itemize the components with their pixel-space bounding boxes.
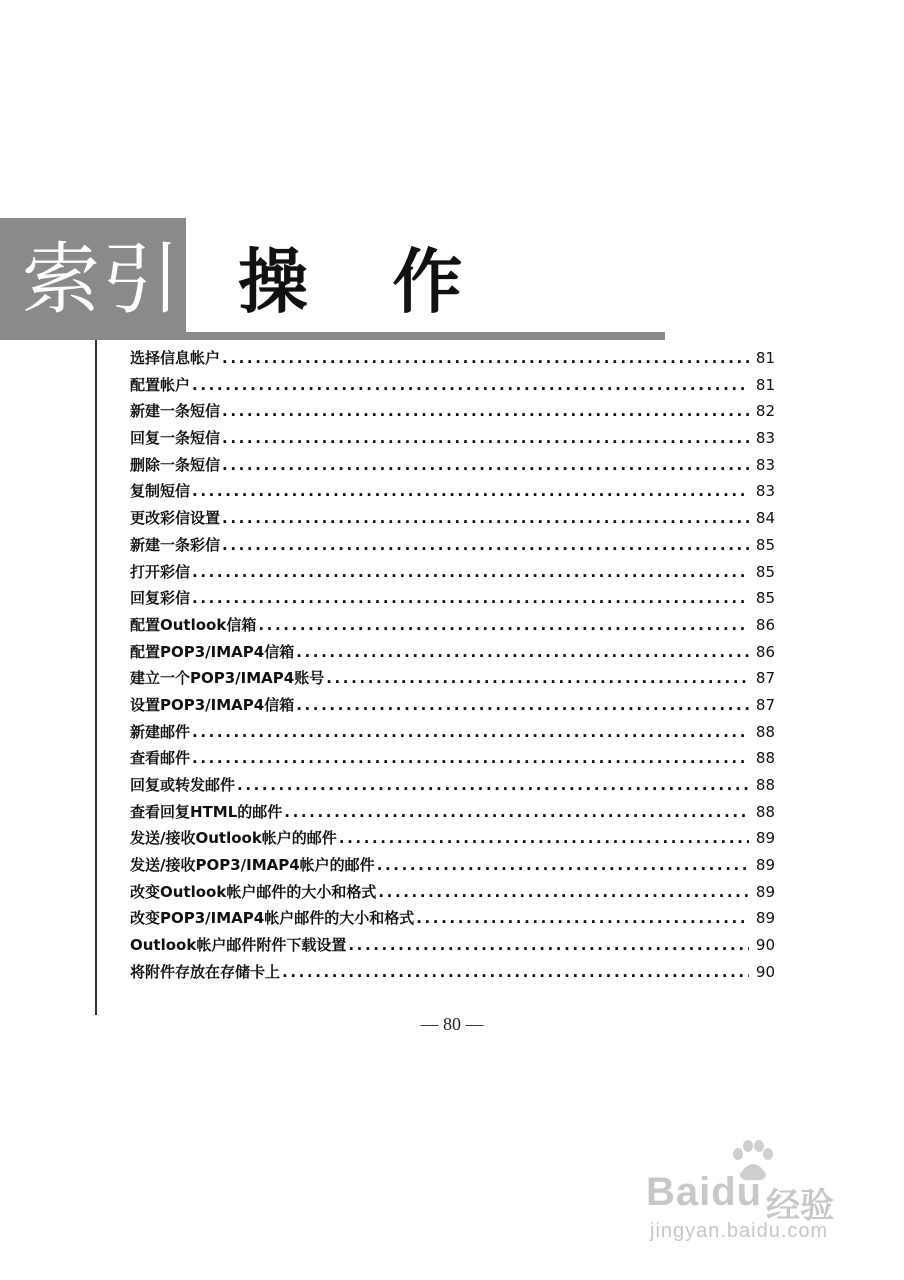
toc-entry-page: 83: [755, 429, 775, 448]
toc-entry-page: 88: [755, 749, 775, 768]
toc-entry: [130, 934, 775, 961]
toc-entry: [130, 480, 775, 507]
index-list: [130, 347, 775, 988]
left-margin-rule: [95, 340, 97, 1015]
watermark-brand-cn: 经验: [766, 1186, 834, 1226]
toc-leader-dots: [222, 536, 749, 554]
toc-leader-dots: [378, 883, 749, 901]
toc-entry: [130, 400, 775, 427]
toc-entry-page: 85: [755, 589, 775, 608]
toc-leader-dots: [237, 776, 749, 794]
toc-leader-dots: [296, 696, 749, 714]
toc-leader-dots: [192, 482, 749, 500]
toc-leader-dots: [222, 349, 749, 367]
toc-entry-label: 配置Outlook信箱: [130, 615, 257, 634]
toc-entry: [130, 561, 775, 588]
page-number: — 80 —: [420, 1014, 484, 1034]
toc-entry-label: 设置POP3/IMAP4信箱: [130, 695, 295, 714]
toc-entry-page: 84: [755, 509, 775, 528]
toc-entry-page: 89: [755, 856, 775, 875]
toc-entry-page: 89: [755, 882, 775, 901]
toc-entry-label: 改变Outlook帐户邮件的大小和格式: [130, 882, 377, 901]
toc-entry-page: 88: [755, 776, 775, 794]
toc-entry: [130, 961, 775, 988]
toc-entry: [130, 374, 775, 401]
toc-entry: [130, 721, 775, 748]
toc-entry: [130, 747, 775, 774]
header-divider: [186, 218, 191, 332]
toc-entry-page: 87: [755, 695, 775, 714]
toc-entry: [130, 667, 775, 694]
toc-leader-dots: [192, 589, 749, 607]
toc-entry: [130, 641, 775, 668]
toc-entry: [130, 854, 775, 881]
toc-leader-dots: [284, 803, 749, 821]
baidu-watermark: [640, 1140, 880, 1250]
toc-entry-page: 85: [755, 535, 775, 554]
toc-leader-dots: [192, 563, 749, 581]
toc-entry-label: 复制短信: [130, 482, 191, 501]
toc-entry: [130, 587, 775, 614]
toc-leader-dots: [416, 909, 749, 927]
toc-entry-page: 87: [755, 669, 775, 688]
toc-entry: [130, 827, 775, 854]
toc-leader-dots: [377, 856, 749, 874]
toc-entry-page: 86: [755, 615, 775, 634]
toc-entry-label: 新建邮件: [130, 722, 191, 741]
toc-entry-label: 打开彩信: [130, 562, 191, 581]
toc-entry-page: 90: [755, 962, 775, 981]
toc-entry: [130, 454, 775, 481]
toc-entry-label: 回复或转发邮件: [130, 776, 236, 794]
toc-leader-dots: [222, 509, 749, 527]
toc-entry: [130, 507, 775, 534]
toc-entry-page: 88: [755, 722, 775, 741]
toc-entry-label: 回复一条短信: [130, 429, 221, 448]
toc-entry-label: 将附件存放在存储卡上: [130, 962, 281, 981]
toc-entry: [130, 347, 775, 374]
toc-entry-label: 选择信息帐户: [130, 349, 221, 367]
toc-entry-label: 配置POP3/IMAP4信箱: [130, 642, 295, 661]
toc-entry-page: 89: [755, 829, 775, 848]
watermark-url: jingyan.baidu.com: [650, 1220, 829, 1242]
toc-leader-dots: [348, 936, 749, 954]
toc-entry-label: 查看回复HTML的邮件: [130, 802, 283, 821]
toc-entry-page: 82: [755, 402, 775, 421]
toc-entry-label: 更改彩信设置: [130, 509, 221, 528]
watermark-brand: Baidu: [646, 1170, 763, 1214]
toc-entry-label: 发送/接收Outlook帐户的邮件: [130, 829, 337, 848]
toc-entry-page: 88: [755, 802, 775, 821]
toc-entry: [130, 907, 775, 934]
toc-entry: [130, 774, 775, 801]
toc-leader-dots: [222, 429, 749, 447]
toc-entry-page: 83: [755, 482, 775, 501]
toc-entry-label: 配置帐户: [130, 375, 191, 394]
toc-entry: [130, 694, 775, 721]
toc-leader-dots: [339, 829, 749, 847]
toc-entry-page: 81: [755, 375, 775, 394]
page-title: 操 作: [238, 241, 493, 323]
toc-entry-label: 新建一条短信: [130, 402, 221, 421]
toc-entry-label: 新建一条彩信: [130, 535, 221, 554]
toc-leader-dots: [192, 749, 749, 767]
toc-entry-page: 90: [755, 936, 775, 955]
toc-entry-label: 发送/接收POP3/IMAP4帐户的邮件: [130, 856, 375, 875]
toc-entry-page: 83: [755, 455, 775, 474]
toc-entry-page: 85: [755, 562, 775, 581]
toc-entry-label: 建立一个POP3/IMAP4账号: [130, 669, 325, 688]
toc-entry: [130, 534, 775, 561]
toc-leader-dots: [222, 402, 749, 420]
toc-entry: [130, 881, 775, 908]
toc-entry-label: 删除一条短信: [130, 455, 221, 474]
toc-entry: [130, 427, 775, 454]
toc-leader-dots: [222, 456, 749, 474]
toc-entry-page: 89: [755, 909, 775, 928]
toc-leader-dots: [192, 376, 749, 394]
toc-leader-dots: [296, 643, 749, 661]
toc-entry-page: 81: [755, 349, 775, 367]
toc-leader-dots: [282, 963, 749, 981]
title-underline: [186, 332, 665, 340]
toc-entry-label: Outlook帐户邮件附件下载设置: [130, 936, 347, 955]
toc-entry-label: 回复彩信: [130, 589, 191, 608]
toc-entry-label: 改变POP3/IMAP4帐户邮件的大小和格式: [130, 909, 415, 928]
toc-entry-label: 查看邮件: [130, 749, 191, 768]
toc-entry: [130, 614, 775, 641]
toc-entry: [130, 801, 775, 828]
toc-leader-dots: [258, 616, 749, 634]
section-label: 索引: [22, 235, 183, 325]
toc-entry-page: 86: [755, 642, 775, 661]
toc-leader-dots: [192, 723, 749, 741]
toc-leader-dots: [326, 669, 749, 687]
